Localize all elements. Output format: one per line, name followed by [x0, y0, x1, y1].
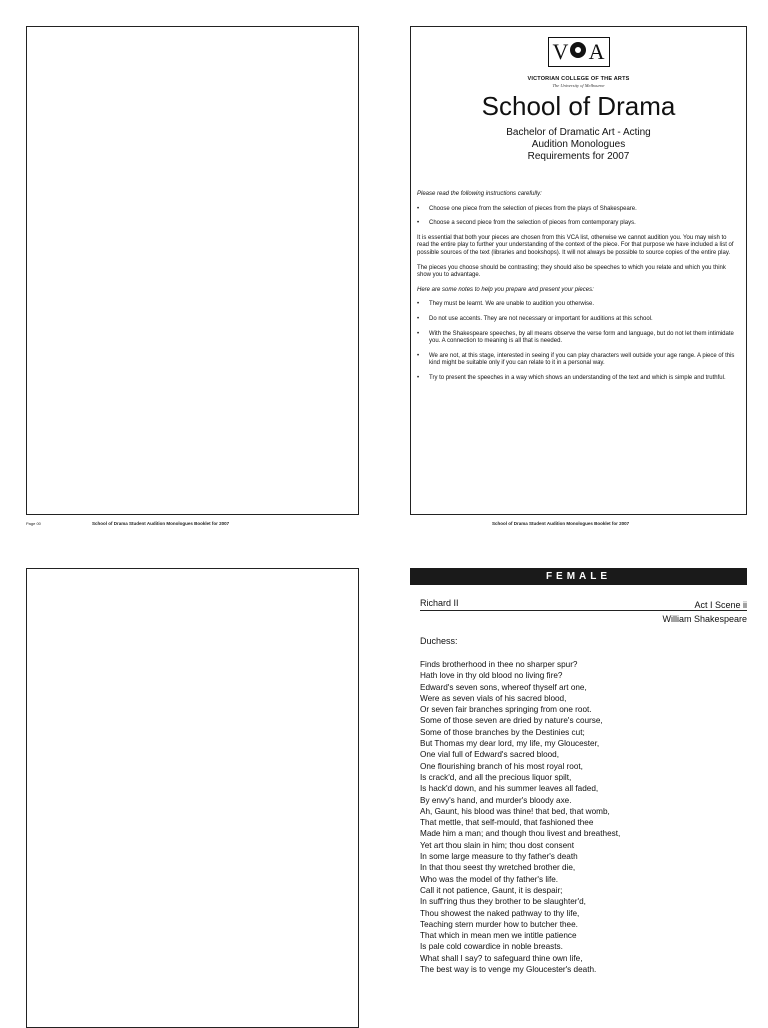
- monologue-page: [410, 568, 747, 1028]
- verse-line: Thou showest the naked pathway to thy life,: [420, 908, 580, 918]
- verse-line: In suff'ring thus they brother to be slaughter'd,: [420, 897, 586, 907]
- page-number: Page 00: [26, 521, 41, 526]
- choose-list: [417, 206, 740, 228]
- speaker: Duchess:: [420, 636, 458, 646]
- verse-line: What shall I say? to safeguard thine own life,: [420, 953, 583, 963]
- verse-line: Is hack'd down, and his summer leaves all faded,: [420, 784, 599, 794]
- list-item: • Choose a second piece from the selection of pieces from contemporary plays.: [417, 220, 740, 228]
- verse-line: One vial full of Edward's sacred blood,: [420, 750, 560, 760]
- logo-letter-v: V: [552, 39, 569, 64]
- verse-line: One flourishing branch of his most royal root,: [420, 761, 583, 771]
- monologue-text: [420, 659, 620, 975]
- divider: [420, 610, 747, 611]
- list-item: • With the Shakespeare speeches, by all means observe the verse form and language, but do not let them intimidate you. A connection to meaning is all that is needed.: [417, 331, 740, 346]
- subtitle-year: Requirements for 2007: [527, 151, 630, 162]
- verse-line: The best way is to venge my Gloucester's death.: [420, 965, 597, 975]
- college-name: VICTORIAN COLLEGE OF THE ARTS: [527, 76, 630, 82]
- verse-line: Call it not patience, Gaunt, it is despair;: [420, 885, 563, 895]
- blank-page-top-left: [26, 26, 359, 515]
- university-name: The University of Melbourne: [552, 83, 605, 88]
- verse-line: Teaching stern murder how to butcher thee.: [420, 919, 578, 929]
- paragraph-contrasting: The pieces you choose should be contrasting; they should also be speeches to which you relate and which you think show you to advantage.: [417, 264, 726, 279]
- footer-left: School of Drama Student Audition Monologues Booklet for 2007: [92, 521, 230, 526]
- verse-line: In some large measure to thy father's death: [420, 852, 578, 862]
- list-item: • We are not, at this stage, interested in seeing if you can play characters well outside your age range. A piece of this kind might be suitable only if you can relate to it in a personal way.: [417, 353, 740, 368]
- verse-line: By envy's hand, and murder's bloody axe.: [420, 795, 572, 805]
- subtitle-monologues: Audition Monologues: [531, 139, 626, 150]
- emblem-icon: [570, 42, 586, 58]
- intro-heading: Please read the following instructions carefully:: [417, 191, 542, 197]
- list-item: • Do not use accents. They are not necessary or important for auditions at this school.: [417, 316, 740, 324]
- verse-line: That which in mean men we intitle patience: [420, 931, 577, 941]
- verse-line: Some of those seven are dried by nature's course,: [420, 716, 603, 726]
- verse-line: Hath love in thy old blood no living fire?: [420, 671, 563, 681]
- notes-heading: Here are some notes to help you prepare and present your pieces:: [417, 286, 594, 293]
- list-item: • They must be learnt. We are unable to audition you otherwise.: [417, 301, 740, 309]
- verse-line: Some of those branches by the Destinies cut;: [420, 727, 585, 737]
- page-title: School of Drama: [481, 91, 676, 121]
- verse-line: Is pale cold cowardice in noble breasts.: [420, 942, 563, 952]
- verse-line: Who was the model of thy father's life.: [420, 874, 559, 884]
- subtitle-degree: Bachelor of Dramatic Art - Acting: [506, 127, 651, 138]
- list-item: • Try to present the speeches in a way which shows an understanding of the text and which is simple and truthful.: [417, 375, 740, 383]
- subtitles: [411, 127, 746, 163]
- instructions-body: [417, 191, 740, 390]
- verse-line: In that thou seest thy wretched brother die,: [420, 863, 576, 873]
- verse-line: Were as seven vials of his sacred blood,: [420, 693, 567, 703]
- play-title: Richard II: [420, 598, 459, 608]
- blank-page-bottom-left: [26, 568, 359, 1028]
- vca-logo-mark: [548, 37, 610, 67]
- verse-line: Finds brotherhood in thee no sharper spur?: [420, 660, 578, 669]
- verse-line: Ah, Gaunt, his blood was thine! that bed, that womb,: [420, 806, 610, 816]
- notes-list: [417, 301, 740, 382]
- logo-letter-a: A: [588, 39, 605, 64]
- vca-logo: [411, 37, 746, 88]
- verse-line: Edward's seven sons, whereof thyself art one,: [420, 682, 587, 692]
- verse-line: Yet art thou slain in him; thou dost consent: [420, 840, 574, 850]
- verse-line: That mettle, that self-mould, that fashioned thee: [420, 818, 594, 828]
- instructions-page: [410, 26, 747, 515]
- female-banner: FEMALE: [410, 568, 747, 585]
- verse-line: Or seven fair branches springing from one root.: [420, 705, 592, 715]
- verse-line: Is crack'd, and all the precious liquor spilt,: [420, 772, 572, 782]
- footer-right: School of Drama Student Audition Monologues Booklet for 2007: [492, 521, 630, 526]
- paragraph-essential: It is essential that both your pieces are chosen from this VCA list, otherwise we cannot audition you. You may wish to read the entire play to further your understanding of the context of the piece. For that purpose we have included a list of possible sources of the text (libraries and bookshops). It will not always be possible to source copies of the entire play.: [417, 234, 734, 256]
- verse-line: Made him a man; and though thou livest and breathest,: [420, 829, 621, 839]
- list-item: • Choose one piece from the selection of pieces from the plays of Shakespeare.: [417, 206, 740, 214]
- author: William Shakespeare: [662, 614, 747, 624]
- act-scene: Act I Scene ii: [694, 600, 747, 610]
- verse-line: But Thomas my dear lord, my life, my Gloucester,: [420, 739, 600, 749]
